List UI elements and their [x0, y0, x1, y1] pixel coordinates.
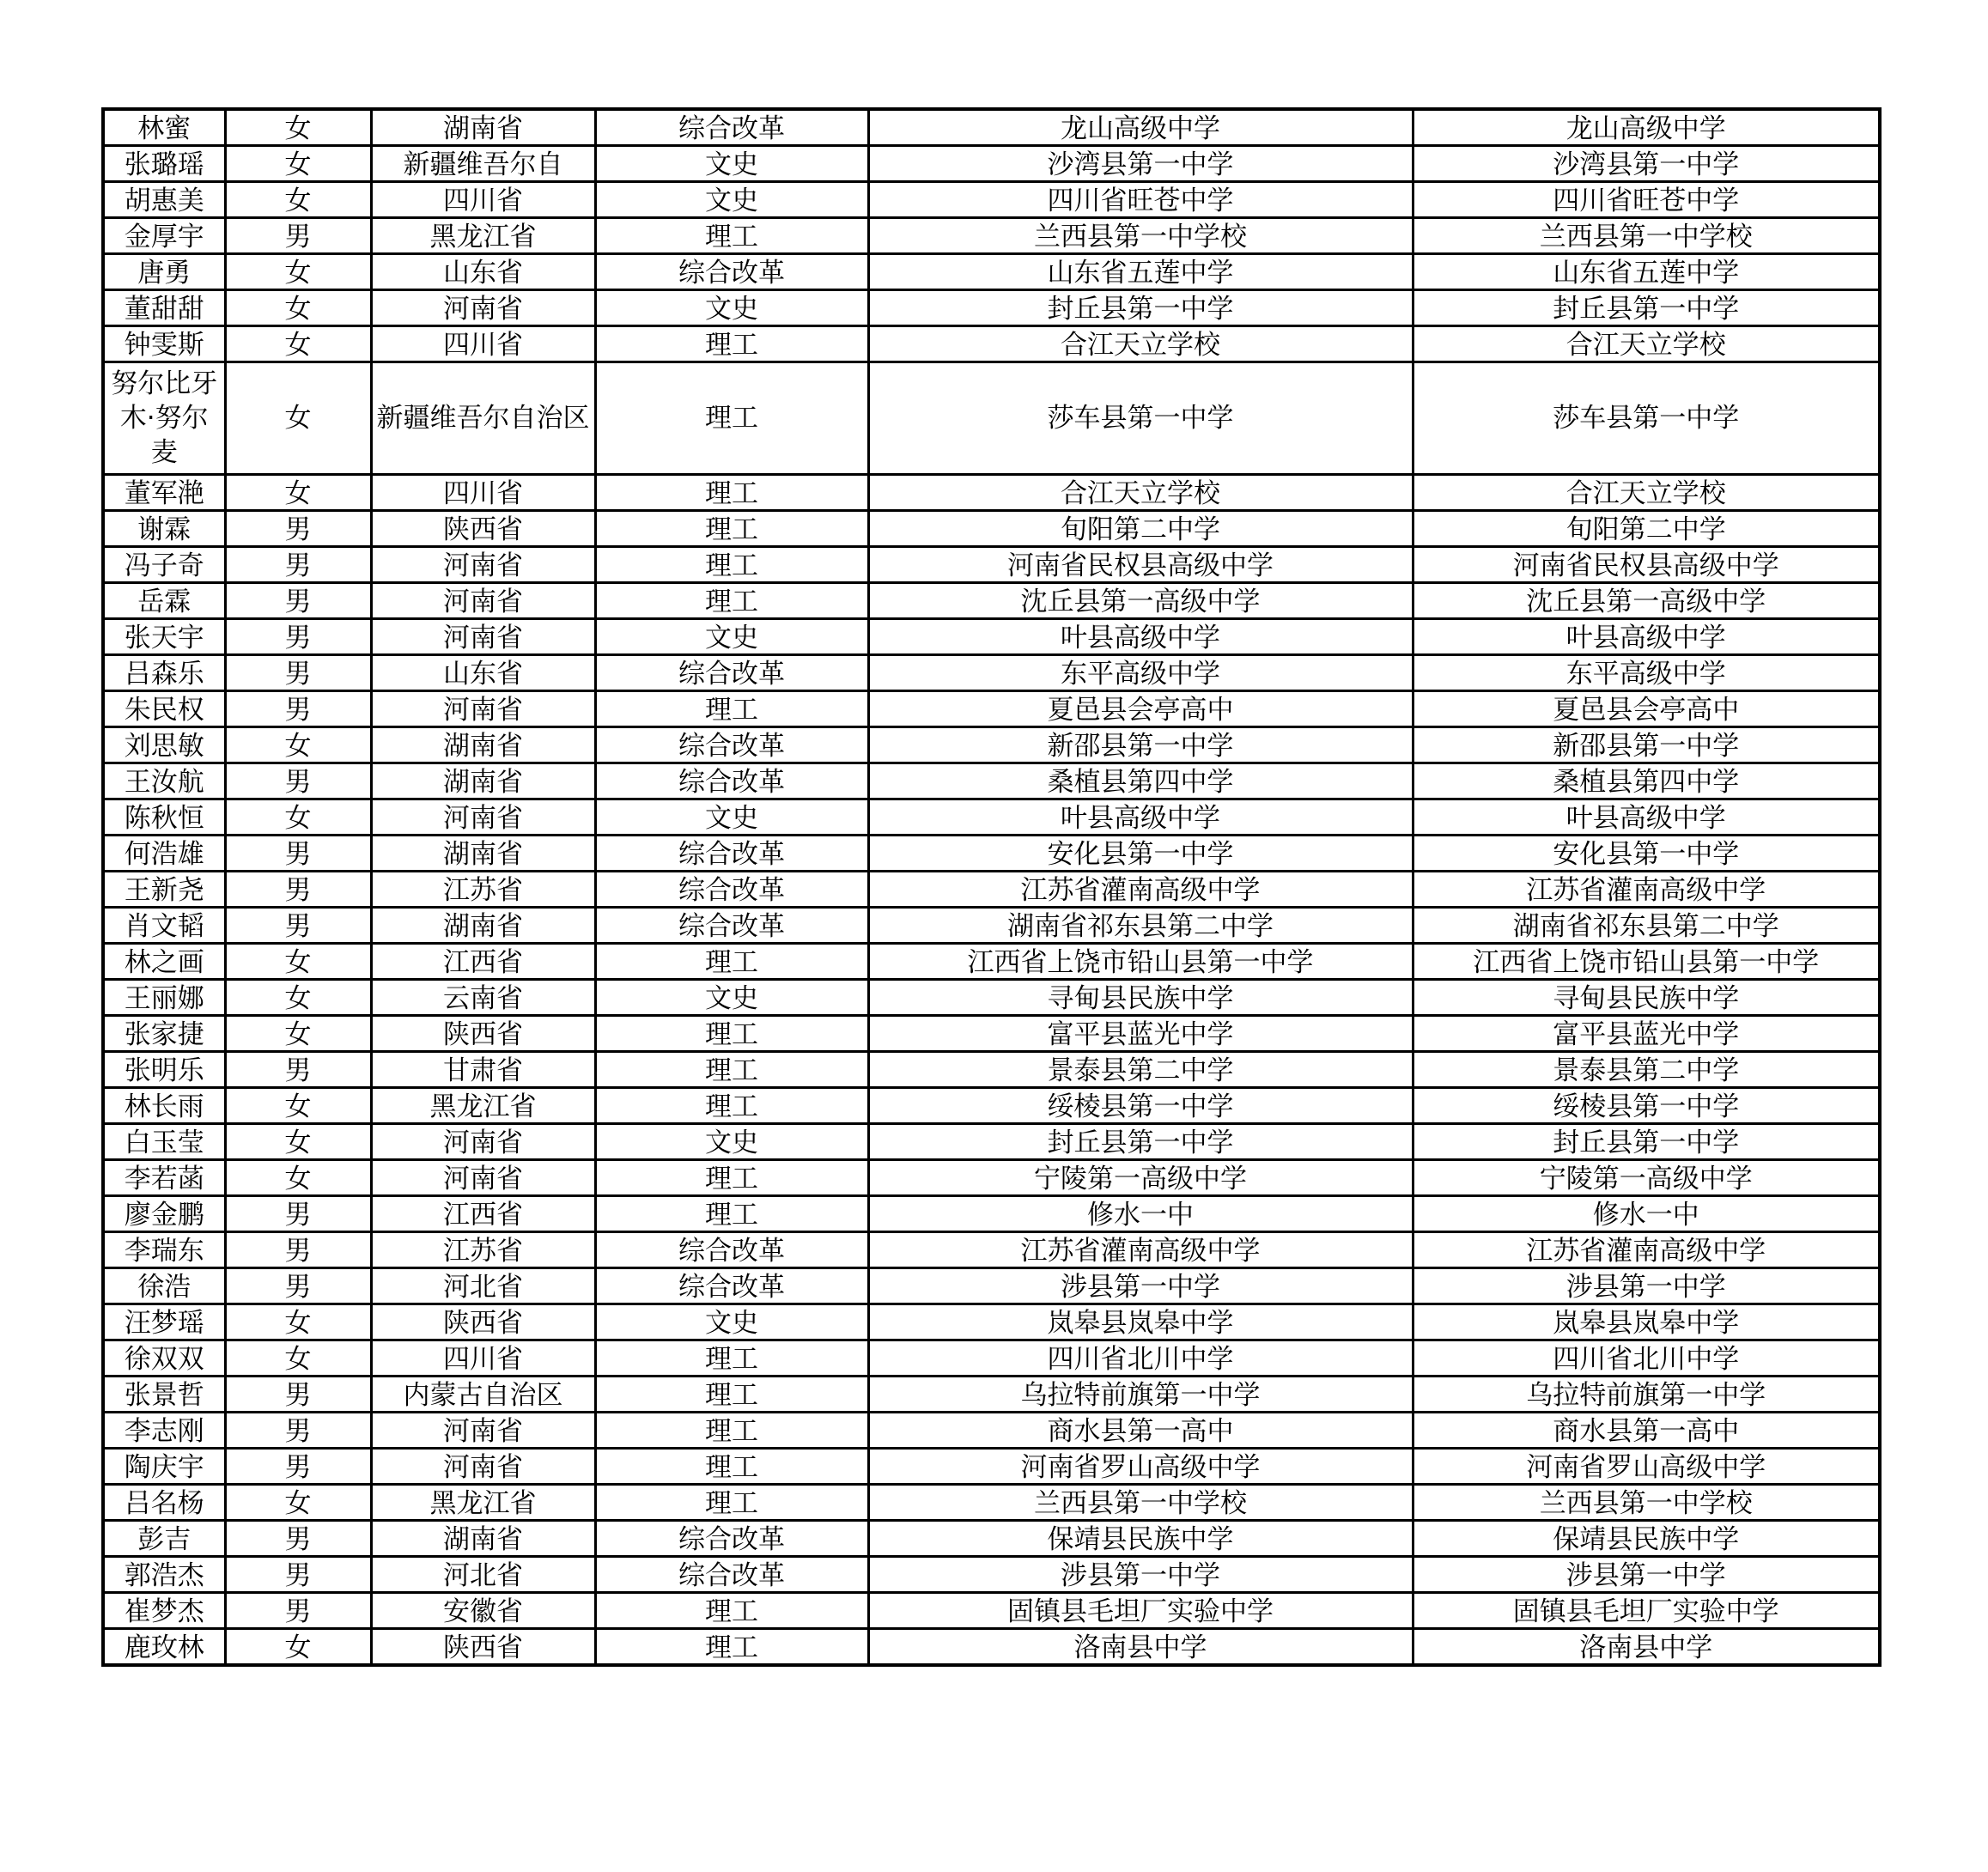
province-cell: 湖南省 [371, 908, 595, 944]
gender-cell: 男 [225, 836, 371, 872]
table-row [103, 218, 1880, 254]
name-cell: 唐勇 [103, 254, 225, 290]
name-cell: 林长雨 [103, 1088, 225, 1124]
province-cell: 陕西省 [371, 1304, 595, 1340]
track-cell: 综合改革 [595, 254, 868, 290]
table-row [103, 1304, 1880, 1340]
track-cell: 理工 [595, 1629, 868, 1666]
school-cell: 封丘县第一中学 [868, 1124, 1413, 1160]
school-cell-2: 涉县第一中学 [1413, 1557, 1880, 1593]
name-cell: 王汝航 [103, 763, 225, 799]
track-cell: 理工 [595, 362, 868, 475]
province-cell: 陕西省 [371, 1016, 595, 1052]
table-row [103, 146, 1880, 182]
gender-cell: 女 [225, 1016, 371, 1052]
school-cell-2: 沙湾县第一中学 [1413, 146, 1880, 182]
track-cell: 理工 [595, 1593, 868, 1629]
name-cell: 金厚宇 [103, 218, 225, 254]
province-cell: 河南省 [371, 290, 595, 326]
gender-cell: 男 [225, 1052, 371, 1088]
school-cell: 叶县高级中学 [868, 799, 1413, 836]
track-cell: 理工 [595, 1485, 868, 1521]
track-cell: 综合改革 [595, 763, 868, 799]
gender-cell: 男 [225, 1232, 371, 1268]
school-cell-2: 夏邑县会亭高中 [1413, 691, 1880, 727]
table-body [103, 109, 1880, 1665]
table-row [103, 1521, 1880, 1557]
province-cell: 河南省 [371, 1413, 595, 1449]
name-cell: 肖文韬 [103, 908, 225, 944]
school-cell: 湖南省祁东县第二中学 [868, 908, 1413, 944]
table-row [103, 1016, 1880, 1052]
school-cell-2: 寻甸县民族中学 [1413, 980, 1880, 1016]
gender-cell: 男 [225, 1449, 371, 1485]
name-cell: 林蜜 [103, 109, 225, 146]
table-row [103, 583, 1880, 619]
gender-cell: 男 [225, 908, 371, 944]
track-cell: 文史 [595, 1304, 868, 1340]
school-cell-2: 兰西县第一中学校 [1413, 1485, 1880, 1521]
province-cell: 湖南省 [371, 763, 595, 799]
track-cell: 理工 [595, 1196, 868, 1232]
table-row [103, 1268, 1880, 1304]
gender-cell: 女 [225, 182, 371, 218]
province-cell: 江苏省 [371, 872, 595, 908]
school-cell: 乌拉特前旗第一中学 [868, 1377, 1413, 1413]
table-row [103, 691, 1880, 727]
table-row [103, 763, 1880, 799]
name-cell: 崔梦杰 [103, 1593, 225, 1629]
gender-cell: 男 [225, 218, 371, 254]
table-row [103, 1052, 1880, 1088]
name-cell: 何浩雄 [103, 836, 225, 872]
school-cell: 桑植县第四中学 [868, 763, 1413, 799]
table-row [103, 109, 1880, 146]
track-cell: 理工 [595, 944, 868, 980]
province-cell: 河南省 [371, 691, 595, 727]
gender-cell: 女 [225, 1088, 371, 1124]
table-row [103, 799, 1880, 836]
school-cell: 叶县高级中学 [868, 619, 1413, 655]
table-row [103, 254, 1880, 290]
province-cell: 江西省 [371, 1196, 595, 1232]
name-cell: 钟雯斯 [103, 326, 225, 362]
school-cell-2: 沈丘县第一高级中学 [1413, 583, 1880, 619]
track-cell: 综合改革 [595, 109, 868, 146]
province-cell: 河南省 [371, 619, 595, 655]
school-cell-2: 旬阳第二中学 [1413, 511, 1880, 547]
name-cell: 陈秋恒 [103, 799, 225, 836]
name-cell: 鹿玫林 [103, 1629, 225, 1666]
track-cell: 文史 [595, 1124, 868, 1160]
school-cell: 固镇县毛坦厂实验中学 [868, 1593, 1413, 1629]
table-row [103, 362, 1880, 475]
track-cell: 理工 [595, 1340, 868, 1377]
province-cell: 山东省 [371, 655, 595, 691]
school-cell-2: 叶县高级中学 [1413, 799, 1880, 836]
province-cell: 河北省 [371, 1268, 595, 1304]
track-cell: 文史 [595, 799, 868, 836]
table-row [103, 1196, 1880, 1232]
province-cell: 江西省 [371, 944, 595, 980]
gender-cell: 男 [225, 1196, 371, 1232]
name-cell: 吕森乐 [103, 655, 225, 691]
province-cell: 陕西省 [371, 511, 595, 547]
table-row [103, 944, 1880, 980]
province-cell: 湖南省 [371, 1521, 595, 1557]
name-cell: 李若菡 [103, 1160, 225, 1196]
name-cell: 徐浩 [103, 1268, 225, 1304]
gender-cell: 女 [225, 1340, 371, 1377]
name-cell: 陶庆宇 [103, 1449, 225, 1485]
school-cell-2: 固镇县毛坦厂实验中学 [1413, 1593, 1880, 1629]
table-row [103, 908, 1880, 944]
school-cell-2: 保靖县民族中学 [1413, 1521, 1880, 1557]
name-cell: 谢霖 [103, 511, 225, 547]
track-cell: 文史 [595, 980, 868, 1016]
school-cell: 四川省北川中学 [868, 1340, 1413, 1377]
school-cell-2: 绥棱县第一中学 [1413, 1088, 1880, 1124]
school-cell: 绥棱县第一中学 [868, 1088, 1413, 1124]
track-cell: 综合改革 [595, 655, 868, 691]
table-row [103, 511, 1880, 547]
school-cell-2: 江苏省灌南高级中学 [1413, 872, 1880, 908]
track-cell: 文史 [595, 146, 868, 182]
school-cell: 涉县第一中学 [868, 1557, 1413, 1593]
gender-cell: 女 [225, 980, 371, 1016]
table-row [103, 727, 1880, 763]
name-cell: 冯子奇 [103, 547, 225, 583]
school-cell: 洛南县中学 [868, 1629, 1413, 1666]
school-cell-2: 山东省五莲中学 [1413, 254, 1880, 290]
province-cell: 陕西省 [371, 1629, 595, 1666]
table-row [103, 836, 1880, 872]
school-cell: 富平县蓝光中学 [868, 1016, 1413, 1052]
school-cell-2: 景泰县第二中学 [1413, 1052, 1880, 1088]
table-row [103, 1629, 1880, 1666]
track-cell: 理工 [595, 1016, 868, 1052]
gender-cell: 女 [225, 799, 371, 836]
school-cell-2: 河南省民权县高级中学 [1413, 547, 1880, 583]
school-cell-2: 河南省罗山高级中学 [1413, 1449, 1880, 1485]
school-cell-2: 商水县第一高中 [1413, 1413, 1880, 1449]
gender-cell: 女 [225, 1629, 371, 1666]
gender-cell: 男 [225, 1413, 371, 1449]
table-row [103, 872, 1880, 908]
gender-cell: 女 [225, 109, 371, 146]
table-row [103, 1377, 1880, 1413]
gender-cell: 女 [225, 254, 371, 290]
school-cell: 合江天立学校 [868, 475, 1413, 511]
name-cell: 张景哲 [103, 1377, 225, 1413]
school-cell-2: 桑植县第四中学 [1413, 763, 1880, 799]
province-cell: 河南省 [371, 799, 595, 836]
school-cell-2: 江苏省灌南高级中学 [1413, 1232, 1880, 1268]
school-cell-2: 合江天立学校 [1413, 475, 1880, 511]
gender-cell: 男 [225, 583, 371, 619]
name-cell: 彭吉 [103, 1521, 225, 1557]
school-cell: 江西省上饶市铅山县第一中学 [868, 944, 1413, 980]
province-cell: 四川省 [371, 326, 595, 362]
name-cell: 徐双双 [103, 1340, 225, 1377]
province-cell: 山东省 [371, 254, 595, 290]
gender-cell: 女 [225, 944, 371, 980]
gender-cell: 女 [225, 475, 371, 511]
gender-cell: 男 [225, 619, 371, 655]
school-cell-2: 莎车县第一中学 [1413, 362, 1880, 475]
track-cell: 综合改革 [595, 872, 868, 908]
track-cell: 理工 [595, 1377, 868, 1413]
school-cell: 兰西县第一中学校 [868, 1485, 1413, 1521]
name-cell: 张家捷 [103, 1016, 225, 1052]
track-cell: 理工 [595, 1088, 868, 1124]
gender-cell: 女 [225, 290, 371, 326]
school-cell: 四川省旺苍中学 [868, 182, 1413, 218]
track-cell: 综合改革 [595, 1232, 868, 1268]
province-cell: 河南省 [371, 1160, 595, 1196]
school-cell-2: 合江天立学校 [1413, 326, 1880, 362]
school-cell-2: 新邵县第一中学 [1413, 727, 1880, 763]
name-cell: 吕名杨 [103, 1485, 225, 1521]
track-cell: 理工 [595, 691, 868, 727]
gender-cell: 女 [225, 1304, 371, 1340]
school-cell: 旬阳第二中学 [868, 511, 1413, 547]
school-cell-2: 江西省上饶市铅山县第一中学 [1413, 944, 1880, 980]
school-cell-2: 四川省北川中学 [1413, 1340, 1880, 1377]
school-cell-2: 修水一中 [1413, 1196, 1880, 1232]
name-cell: 努尔比牙木·努尔麦 [103, 362, 225, 475]
school-cell-2: 兰西县第一中学校 [1413, 218, 1880, 254]
track-cell: 文史 [595, 290, 868, 326]
school-cell: 江苏省灌南高级中学 [868, 872, 1413, 908]
table-row [103, 1088, 1880, 1124]
school-cell: 沙湾县第一中学 [868, 146, 1413, 182]
school-cell: 龙山高级中学 [868, 109, 1413, 146]
gender-cell: 女 [225, 727, 371, 763]
school-cell-2: 湖南省祁东县第二中学 [1413, 908, 1880, 944]
school-cell: 寻甸县民族中学 [868, 980, 1413, 1016]
school-cell-2: 封丘县第一中学 [1413, 290, 1880, 326]
gender-cell: 男 [225, 547, 371, 583]
name-cell: 廖金鹏 [103, 1196, 225, 1232]
table-row [103, 1160, 1880, 1196]
name-cell: 李瑞东 [103, 1232, 225, 1268]
track-cell: 综合改革 [595, 1268, 868, 1304]
school-cell-2: 宁陵第一高级中学 [1413, 1160, 1880, 1196]
school-cell: 莎车县第一中学 [868, 362, 1413, 475]
name-cell: 汪梦瑶 [103, 1304, 225, 1340]
track-cell: 理工 [595, 583, 868, 619]
gender-cell: 男 [225, 1268, 371, 1304]
school-cell: 景泰县第二中学 [868, 1052, 1413, 1088]
school-cell-2: 东平高级中学 [1413, 655, 1880, 691]
school-cell-2: 洛南县中学 [1413, 1629, 1880, 1666]
school-cell: 东平高级中学 [868, 655, 1413, 691]
track-cell: 综合改革 [595, 836, 868, 872]
gender-cell: 男 [225, 872, 371, 908]
gender-cell: 女 [225, 1124, 371, 1160]
school-cell-2: 富平县蓝光中学 [1413, 1016, 1880, 1052]
student-table [101, 107, 1882, 1667]
name-cell: 王丽娜 [103, 980, 225, 1016]
province-cell: 江苏省 [371, 1232, 595, 1268]
province-cell: 河南省 [371, 547, 595, 583]
track-cell: 理工 [595, 1160, 868, 1196]
school-cell: 安化县第一中学 [868, 836, 1413, 872]
school-cell-2: 安化县第一中学 [1413, 836, 1880, 872]
name-cell: 岳霖 [103, 583, 225, 619]
track-cell: 综合改革 [595, 1557, 868, 1593]
province-cell: 四川省 [371, 1340, 595, 1377]
gender-cell: 女 [225, 1160, 371, 1196]
school-cell-2: 封丘县第一中学 [1413, 1124, 1880, 1160]
name-cell: 董甜甜 [103, 290, 225, 326]
name-cell: 胡惠美 [103, 182, 225, 218]
name-cell: 白玉莹 [103, 1124, 225, 1160]
gender-cell: 男 [225, 1557, 371, 1593]
school-cell: 河南省民权县高级中学 [868, 547, 1413, 583]
table-row [103, 1449, 1880, 1485]
name-cell: 张天宇 [103, 619, 225, 655]
table-row [103, 290, 1880, 326]
province-cell: 河南省 [371, 1124, 595, 1160]
province-cell: 黑龙江省 [371, 1485, 595, 1521]
track-cell: 理工 [595, 218, 868, 254]
gender-cell: 男 [225, 763, 371, 799]
school-cell: 修水一中 [868, 1196, 1413, 1232]
province-cell: 四川省 [371, 475, 595, 511]
name-cell: 董军滟 [103, 475, 225, 511]
table-row [103, 1124, 1880, 1160]
province-cell: 四川省 [371, 182, 595, 218]
track-cell: 文史 [595, 182, 868, 218]
gender-cell: 女 [225, 146, 371, 182]
gender-cell: 男 [225, 1521, 371, 1557]
school-cell-2: 涉县第一中学 [1413, 1268, 1880, 1304]
table-row [103, 1232, 1880, 1268]
school-cell: 河南省罗山高级中学 [868, 1449, 1413, 1485]
school-cell: 岚皋县岚皋中学 [868, 1304, 1413, 1340]
province-cell: 湖南省 [371, 727, 595, 763]
province-cell: 内蒙古自治区 [371, 1377, 595, 1413]
track-cell: 理工 [595, 547, 868, 583]
gender-cell: 男 [225, 511, 371, 547]
school-cell-2: 叶县高级中学 [1413, 619, 1880, 655]
school-cell: 合江天立学校 [868, 326, 1413, 362]
province-cell: 甘肃省 [371, 1052, 595, 1088]
gender-cell: 男 [225, 1593, 371, 1629]
school-cell: 商水县第一高中 [868, 1413, 1413, 1449]
name-cell: 张明乐 [103, 1052, 225, 1088]
school-cell-2: 乌拉特前旗第一中学 [1413, 1377, 1880, 1413]
table-row [103, 619, 1880, 655]
name-cell: 王新尧 [103, 872, 225, 908]
table-row [103, 547, 1880, 583]
gender-cell: 男 [225, 1377, 371, 1413]
province-cell: 河南省 [371, 583, 595, 619]
table-row [103, 475, 1880, 511]
table-row [103, 1557, 1880, 1593]
province-cell: 黑龙江省 [371, 218, 595, 254]
name-cell: 朱民权 [103, 691, 225, 727]
table-row [103, 1593, 1880, 1629]
school-cell: 保靖县民族中学 [868, 1521, 1413, 1557]
track-cell: 理工 [595, 475, 868, 511]
table-row [103, 326, 1880, 362]
gender-cell: 女 [225, 326, 371, 362]
table-row [103, 1340, 1880, 1377]
table-row [103, 980, 1880, 1016]
school-cell: 宁陵第一高级中学 [868, 1160, 1413, 1196]
school-cell: 江苏省灌南高级中学 [868, 1232, 1413, 1268]
school-cell: 涉县第一中学 [868, 1268, 1413, 1304]
track-cell: 理工 [595, 1413, 868, 1449]
gender-cell: 女 [225, 1485, 371, 1521]
track-cell: 理工 [595, 1052, 868, 1088]
school-cell: 新邵县第一中学 [868, 727, 1413, 763]
track-cell: 综合改革 [595, 1521, 868, 1557]
province-cell: 黑龙江省 [371, 1088, 595, 1124]
province-cell: 湖南省 [371, 836, 595, 872]
province-cell: 安徽省 [371, 1593, 595, 1629]
name-cell: 林之画 [103, 944, 225, 980]
track-cell: 理工 [595, 511, 868, 547]
name-cell: 李志刚 [103, 1413, 225, 1449]
school-cell: 山东省五莲中学 [868, 254, 1413, 290]
province-cell: 新疆维吾尔自治区 [371, 362, 595, 475]
name-cell: 郭浩杰 [103, 1557, 225, 1593]
table-row [103, 182, 1880, 218]
school-cell-2: 龙山高级中学 [1413, 109, 1880, 146]
track-cell: 综合改革 [595, 727, 868, 763]
gender-cell: 男 [225, 655, 371, 691]
table-row [103, 655, 1880, 691]
table-row [103, 1485, 1880, 1521]
school-cell-2: 岚皋县岚皋中学 [1413, 1304, 1880, 1340]
name-cell: 张璐瑶 [103, 146, 225, 182]
name-cell: 刘思敏 [103, 727, 225, 763]
gender-cell: 男 [225, 691, 371, 727]
province-cell: 河南省 [371, 1449, 595, 1485]
province-cell: 新疆维吾尔自 [371, 146, 595, 182]
province-cell: 河北省 [371, 1557, 595, 1593]
track-cell: 理工 [595, 326, 868, 362]
track-cell: 综合改革 [595, 908, 868, 944]
school-cell-2: 四川省旺苍中学 [1413, 182, 1880, 218]
province-cell: 云南省 [371, 980, 595, 1016]
school-cell: 夏邑县会亭高中 [868, 691, 1413, 727]
province-cell: 湖南省 [371, 109, 595, 146]
track-cell: 文史 [595, 619, 868, 655]
school-cell: 沈丘县第一高级中学 [868, 583, 1413, 619]
track-cell: 理工 [595, 1449, 868, 1485]
school-cell: 兰西县第一中学校 [868, 218, 1413, 254]
table-row [103, 1413, 1880, 1449]
school-cell: 封丘县第一中学 [868, 290, 1413, 326]
gender-cell: 女 [225, 362, 371, 475]
